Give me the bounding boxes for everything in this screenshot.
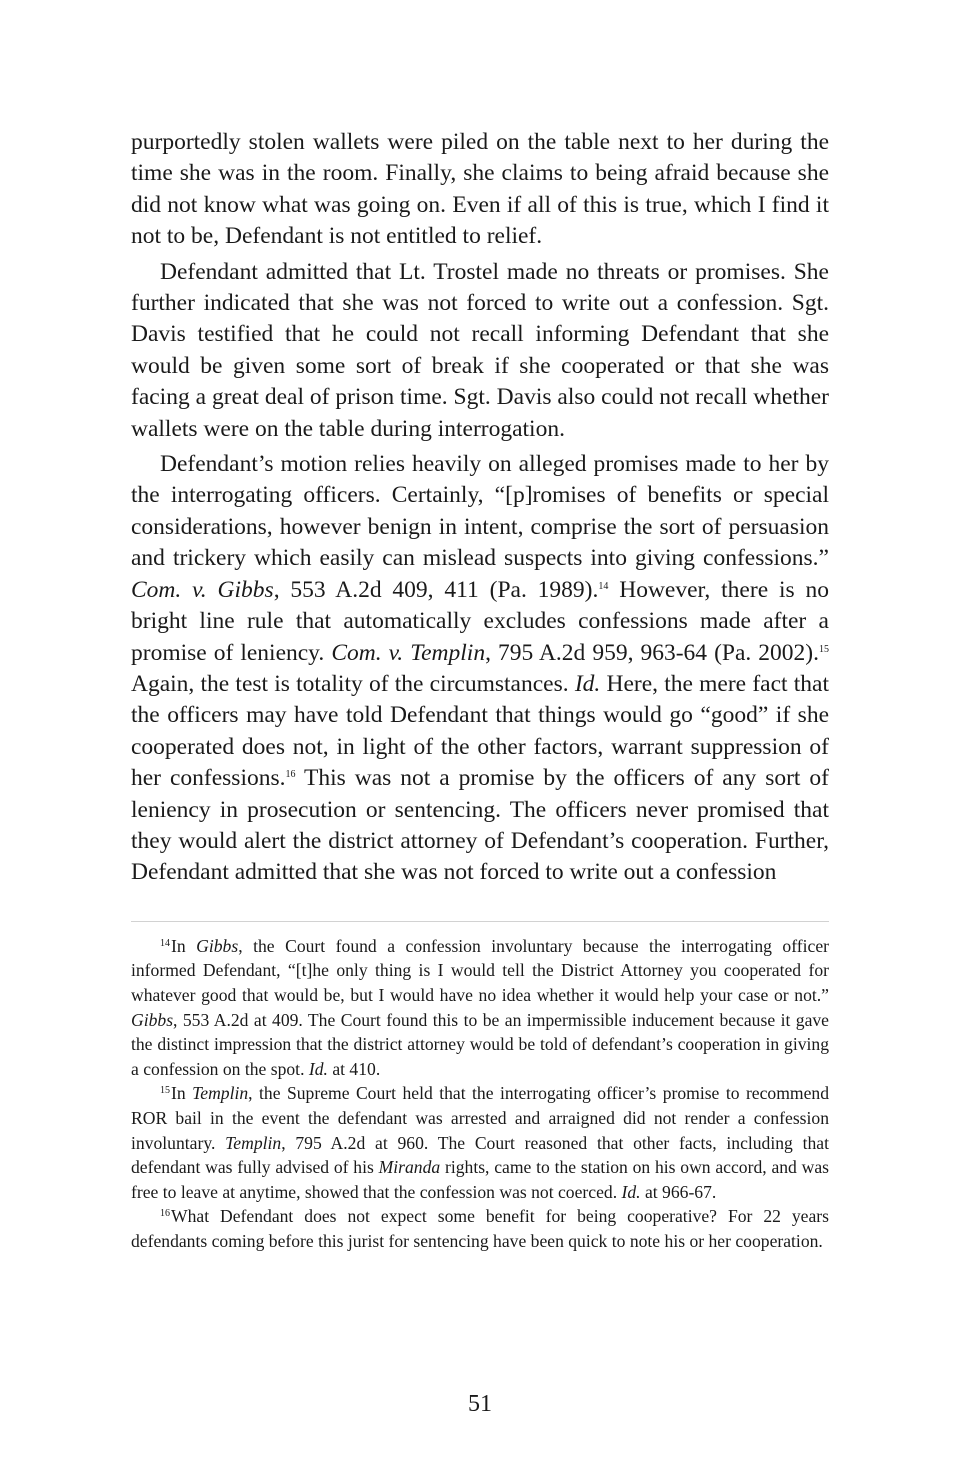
citation-italic: Gibbs bbox=[196, 935, 239, 956]
text-run: Here, the mere fact that the officers may have told Defendant that things would go “good” if she cooperated does not, in light of the other factors, warrant suppression of her confessions. bbox=[131, 670, 829, 792]
citation-italic: Templin bbox=[225, 1132, 282, 1153]
text-run: In bbox=[171, 935, 197, 956]
footnote-number: 14 bbox=[160, 937, 170, 949]
text-run: , 795 A.2d 959, 963-64 (Pa. 2002). bbox=[485, 639, 819, 666]
footnote-reference: 15 bbox=[819, 643, 829, 655]
citation-italic: Com. v. Templin bbox=[331, 639, 486, 666]
body-paragraph bbox=[131, 449, 829, 889]
footnote-15 bbox=[131, 1081, 829, 1204]
footnote-divider bbox=[131, 921, 829, 922]
citation-italic: Com. v. Gibbs bbox=[131, 576, 274, 603]
citation-italic: Templin bbox=[192, 1083, 249, 1104]
footnote-number: 16 bbox=[160, 1208, 170, 1220]
citation-italic: Id. bbox=[308, 1058, 328, 1079]
footnote-number: 15 bbox=[160, 1085, 170, 1097]
citation-italic: Id. bbox=[621, 1181, 641, 1202]
page-number: 51 bbox=[468, 1391, 492, 1417]
citation-italic: Id. bbox=[574, 670, 601, 697]
body-text bbox=[131, 127, 829, 889]
text-run: at 410. bbox=[327, 1058, 381, 1079]
footnotes bbox=[131, 934, 829, 1254]
body-paragraph bbox=[131, 257, 829, 445]
text-run: at 966-67. bbox=[640, 1181, 717, 1202]
body-paragraph bbox=[131, 127, 829, 253]
text-run: Again, the test is totality of the circumstances. bbox=[131, 670, 575, 697]
text-run: In bbox=[171, 1083, 193, 1104]
footnote-reference: 16 bbox=[285, 769, 296, 781]
footnote-reference: 14 bbox=[598, 580, 609, 592]
footnote-14 bbox=[131, 934, 829, 1082]
text-run: Defendant’s motion relies heavily on alleged promises made to her by the interrogating officers. Certainly, “[p]romises of benefits or special considerations, however benign in intent, comprise the sort of persuasion and trickery which easily can mislead suspects into giving confessions.” bbox=[131, 451, 829, 572]
text-run: This was not a promise by the officers of any sort of leniency in prosecution or sentencing. The officers never promised that they would alert the district attorney of Defendant’s cooperation. Further, Defendant admitted that she was not forced to write out a confession bbox=[131, 765, 829, 886]
text-run: purportedly stolen wallets were piled on the table next to her during the time she was in the room. Finally, she claims to being afraid because she did not know what was going on. Even if all of this is true, which I find it not to be, Defendant is not entitled to relief. bbox=[131, 129, 829, 250]
text-run: rights, came to the station on his own accord, and was free to leave at anytime, showed that the confession was not coerced. bbox=[131, 1157, 829, 1202]
citation-italic: Gibbs bbox=[131, 1009, 174, 1030]
text-run: , 553 A.2d 409, 411 (Pa. 1989). bbox=[273, 576, 599, 603]
page-content bbox=[131, 127, 829, 1253]
text-run: , the Supreme Court held that the interrogating officer’s promise to recommend ROR bail in the event the defendant was arrested and arraigned did not render a confession involuntary. bbox=[131, 1083, 829, 1153]
text-run: Defendant admitted that Lt. Trostel made no threats or promises. She further indicated that she was not forced to write out a confession. Sgt. Davis testified that he could not recall informing Defendant that she would be given some sort of break if she cooperated or that she was facing a great deal of prison time. Sgt. Davis also could not recall whether wallets were on the table during interrogation. bbox=[131, 258, 829, 442]
text-run: , 553 A.2d at 409. The Court found this to be an impermissible inducement because it gave the distinct impression that the district attorney would be told of defendant’s cooperation in giving a confession on the spot. bbox=[131, 1009, 829, 1079]
text-run: However, there is no bright line rule that automatically excludes confessions made after a promise of leniency. bbox=[131, 576, 829, 666]
text-run: , the Court found a confession involuntary because the interrogating officer informed Defendant, “[t]he only thing is I would tell the District Attorney you cooperated for whatever good that would be, but I would have no idea whether it would help your case or not.” bbox=[131, 935, 829, 1005]
text-run: , 795 A.2d at 960. The Court reasoned that other facts, including that defendant was fully advised of his bbox=[131, 1132, 829, 1178]
citation-italic: Miranda bbox=[378, 1157, 441, 1178]
text-run: What Defendant does not expect some benefit for being cooperative? For 22 years defendants coming before this jurist for sentencing have been quick to note his or her cooperation. bbox=[131, 1206, 829, 1251]
footnote-16 bbox=[131, 1204, 829, 1253]
